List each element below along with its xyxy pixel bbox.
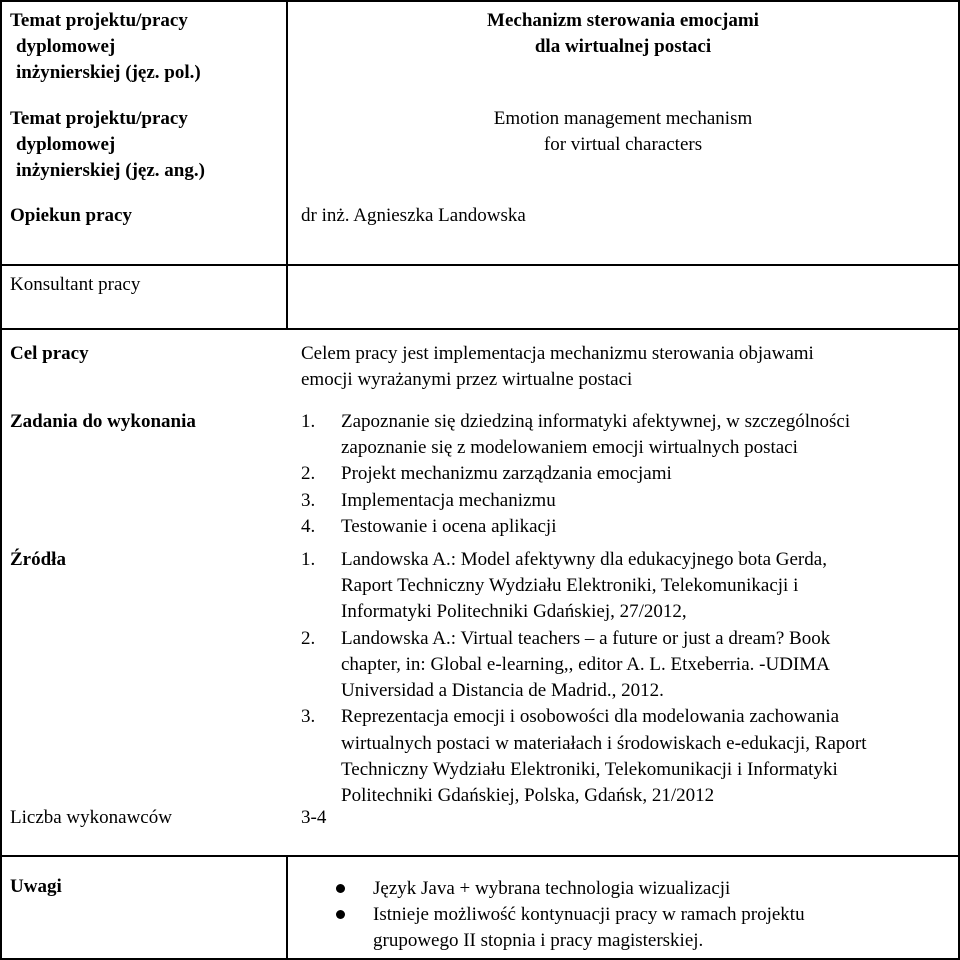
topic-pl-label-line-2: dyplomowej [16, 36, 116, 58]
border-after-supervisor [0, 264, 960, 266]
topic-en-label [10, 106, 280, 185]
source-line: Reprezentacja emocji i osobowości dla modelowania zachowania [341, 706, 840, 728]
notes-list [333, 876, 933, 955]
note-item [333, 876, 933, 902]
goal-value [301, 341, 951, 393]
task-line: Zapoznanie się dziedziną informatyki afektywnej, w szczególności [341, 411, 851, 432]
border-column-consultant [286, 264, 288, 328]
note-line: grupowego II stopnia i pracy magisterskiej. [373, 930, 704, 952]
source-line: wirtualnych postaci w materiałach i środowiskach e-edukacji, Raport [341, 732, 867, 754]
task-line: Projekt mechanizmu zarządzania emocjami [341, 463, 672, 485]
topic-pl-value [288, 8, 958, 60]
topic-en-value-line-1: Emotion management mechanism [493, 108, 753, 129]
task-number: 2. [301, 463, 316, 485]
task-item [301, 409, 951, 461]
topic-pl-label [10, 8, 280, 87]
topic-en-label-line-1: Temat projektu/pracy [10, 108, 188, 129]
authors-count-label: Liczba wykonawców [10, 807, 172, 828]
task-item [301, 488, 951, 514]
source-line: Landowska A.: Virtual teachers – a future or just a dream? Book [341, 627, 831, 649]
tasks-list [301, 409, 951, 540]
topic-en-label-line-2: dyplomowej [16, 134, 116, 156]
source-number: 2. [301, 627, 316, 649]
task-item [301, 461, 951, 487]
topic-pl-label-line-1: Temat projektu/pracy [10, 10, 188, 31]
task-line: Implementacja mechanizmu [341, 489, 556, 511]
source-number: 3. [301, 706, 316, 728]
border-after-consultant [0, 328, 960, 330]
task-line: zapoznanie się z modelowaniem emocji wirtualnych postaci [341, 437, 798, 459]
topic-en-value-line-2: for virtual characters [543, 134, 703, 156]
consultant-label: Konsultant pracy [10, 274, 141, 295]
source-line: chapter, in: Global e-learning,, editor A. L. Etxeberria. -UDIMA [341, 653, 830, 675]
bullet-icon [336, 884, 345, 893]
topic-en-label-line-3: inżynierskiej (jęz. ang.) [16, 160, 205, 182]
source-line: Politechniki Gdańskiej, Polska, Gdańsk, 21/2012 [341, 784, 715, 806]
supervisor-value: dr inż. Agnieszka Landowska [301, 205, 526, 226]
border-column-notes [286, 855, 288, 960]
note-item [333, 902, 933, 954]
source-line: Techniczny Wydziału Elektroniki, Telekomunikacji i Informatyki [341, 758, 838, 780]
notes-label: Uwagi [10, 876, 62, 897]
task-number: 3. [301, 489, 316, 511]
task-number: 1. [301, 411, 316, 432]
topic-pl-value-line-2: dla wirtualnej postaci [534, 36, 712, 58]
source-item [301, 626, 951, 705]
task-number: 4. [301, 515, 316, 537]
sources-label: Źródła [10, 549, 66, 570]
source-item [301, 547, 951, 626]
goal-value-line-2: emocji wyrażanymi przez wirtualne postaci [301, 369, 633, 391]
topic-pl-value-line-1: Mechanizm sterowania emocjami [487, 10, 759, 31]
source-number: 1. [301, 549, 316, 570]
task-item [301, 514, 951, 540]
topic-pl-label-line-3: inżynierskiej (jęz. pol.) [16, 62, 201, 84]
goal-value-line-1: Celem pracy jest implementacja mechanizmu sterowania objawami [301, 343, 814, 364]
task-line: Testowanie i ocena aplikacji [341, 515, 557, 537]
border-before-notes [0, 855, 960, 857]
border-top [0, 0, 960, 2]
source-line: Informatyki Politechniki Gdańskiej, 27/2012, [341, 601, 687, 623]
source-line: Landowska A.: Model afektywny dla edukacyjnego bota Gerda, [341, 549, 827, 570]
source-line: Universidad a Distancia de Madrid., 2012. [341, 680, 664, 702]
note-line: Istnieje możliwość kontynuacji pracy w ramach projektu [373, 904, 805, 926]
source-item [301, 704, 951, 809]
border-left [0, 0, 2, 960]
goal-label: Cel pracy [10, 343, 89, 364]
tasks-label: Zadania do wykonania [10, 411, 196, 432]
bullet-icon [336, 910, 345, 919]
supervisor-label: Opiekun pracy [10, 205, 132, 226]
sources-list [301, 547, 951, 809]
authors-count-value: 3-4 [301, 807, 327, 828]
note-line: Język Java + wybrana technologia wizualizacji [373, 878, 731, 899]
source-line: Raport Techniczny Wydziału Elektroniki, Telekomunikacji i [341, 575, 799, 597]
topic-en-value [288, 106, 958, 158]
